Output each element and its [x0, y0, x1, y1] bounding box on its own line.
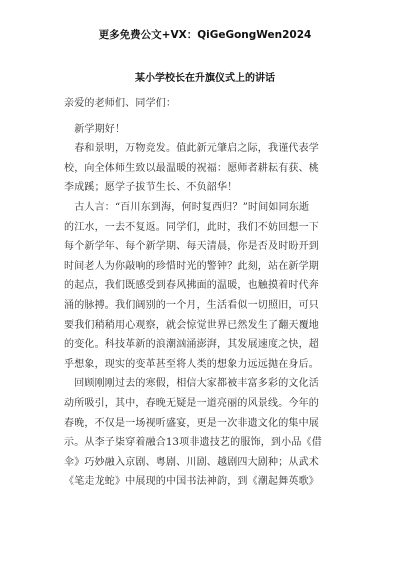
document-title: 某小学校长在升旗仪式上的讲话 [135, 73, 275, 84]
text-line: 要我们稍稍用心观察，就会惊觉世界已然发生了翻天覆地 [64, 319, 319, 331]
text-line: 《笔走龙蛇》中展现的中国书法神韵，到《潮起舞英歌》 [64, 476, 319, 488]
text-line: 时间老人为你敲响的珍惜时光的警钟？此刻，站在新学期 [64, 260, 319, 272]
paragraph [64, 198, 364, 374]
paragraph [64, 120, 364, 140]
document-body [64, 94, 364, 492]
text-line: 春和景明，万物竞发。值此新元肇启之际，我谨代表学 [64, 143, 319, 155]
text-line: 春晚，不仅是一场视听盛宴，更是一次非遗文化的集中展 [64, 417, 319, 429]
text-line: 古人言：“百川东到海，何时复西归？”时间如同东逝 [64, 201, 310, 213]
text-line: 李成蹊；愿学子拔节生长、不负韶华！ [64, 182, 238, 194]
text-line: 回顾刚刚过去的寒假，相信大家都被丰富多彩的文化活 [64, 378, 319, 390]
paragraph [64, 139, 364, 198]
text-line: 新学期好！ [64, 123, 126, 135]
text-line: 示。从李子柒穿着融合13项非遗技艺的服饰，到小品《借 [64, 437, 322, 449]
text-line: 亲爱的老师们、同学们： [64, 98, 177, 109]
text-line: 的变化。科技革新的浪潮汹涌澎湃，其发展速度之快，超 [64, 339, 319, 351]
text-line: 伞》巧妙融入京剧、粤剧、川剧、越剧四大剧种；从武术 [64, 456, 319, 468]
text-line: 动所吸引，其中，春晚无疑是一道亮丽的风景线。今年的 [64, 397, 319, 409]
text-line: 校，向全体师生致以最温暖的祝福：愿师者耕耘有获、桃 [64, 162, 319, 174]
text-line: 乎想象，现实的变革甚至将人类的想象力远远抛在身后。 [64, 358, 319, 370]
text-line: 的江水，一去不复返。同学们，此时，我们不妨回想一下 [64, 221, 319, 233]
text-line: 的起点，我们既感受到春风拂面的温暖，也触摸着时代奔 [64, 280, 319, 292]
text-line: 每个新学年、每个新学期、每天清晨，你是否及时盼开到 [64, 241, 319, 253]
text-line: 涌的脉搏。我们阔别的一个月，生活看似一切照旧，可只 [64, 299, 319, 311]
header-watermark: 更多免费公文+VX：QiGeGongWen2024 [98, 29, 312, 41]
paragraph [64, 374, 364, 492]
paragraph [64, 94, 364, 114]
